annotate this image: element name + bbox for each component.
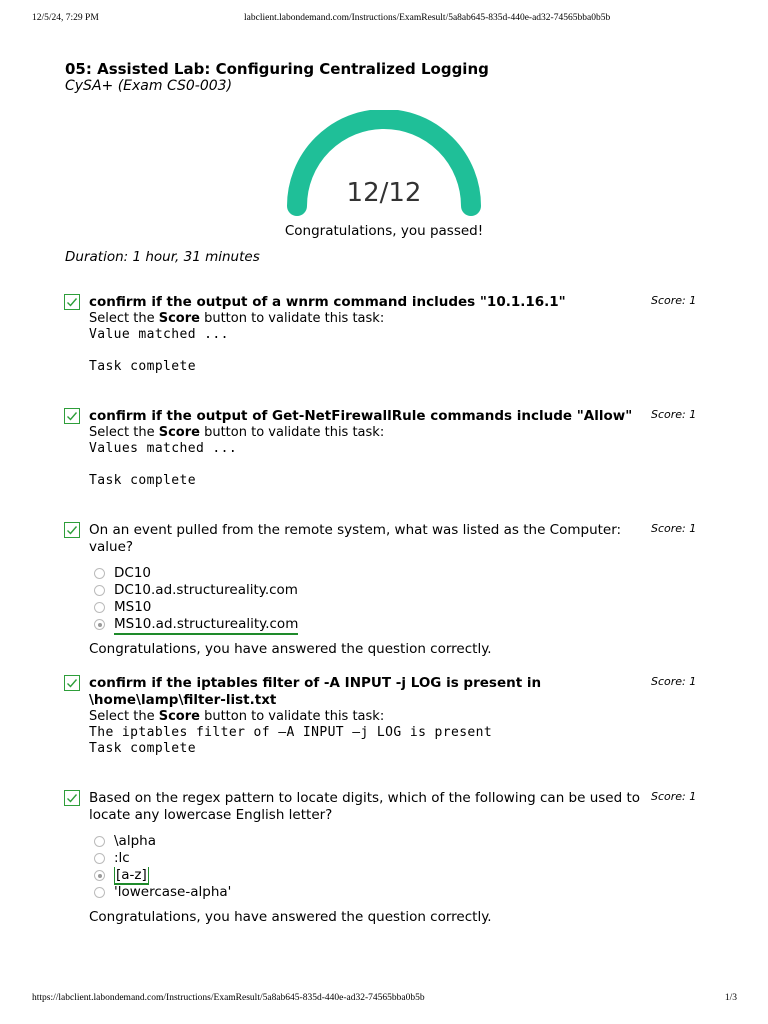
task-output: Task complete — [89, 473, 196, 488]
answer-feedback: Congratulations, you have answered the question correctly. — [89, 641, 492, 657]
task-output: Task complete — [89, 741, 196, 756]
radio-button-selected[interactable] — [94, 870, 105, 881]
answer-option-selected[interactable]: MS10.ad.structureality.com — [89, 616, 644, 633]
page-number: 1/3 — [724, 993, 737, 1003]
task-title-path: \home\lamp\filter-list.txt — [89, 692, 277, 708]
check-icon — [64, 675, 80, 691]
check-icon — [64, 790, 80, 806]
pass-message: Congratulations, you passed! — [284, 223, 484, 239]
task-score: Score: 1 — [651, 294, 697, 307]
task-output: Values matched ... — [89, 441, 238, 456]
print-footer-url: https://labclient.labondemand.com/Instructions/ExamResult/5a8ab645-835d-440e-ad32-74565bba0b5b — [32, 993, 425, 1003]
radio-button[interactable] — [94, 602, 105, 613]
task-output: Value matched ... — [89, 327, 229, 342]
task-title: confirm if the output of a wnrm command includes "10.1.16.1" — [89, 294, 566, 310]
radio-button[interactable] — [94, 836, 105, 847]
print-datetime: 12/5/24, 7:29 PM — [32, 13, 99, 23]
answer-option[interactable]: 'lowercase-alpha' — [89, 884, 644, 901]
check-icon — [64, 294, 80, 310]
task-instruction: Select the Score button to validate this task: — [89, 709, 385, 724]
answer-option[interactable]: \alpha — [89, 833, 644, 850]
check-icon — [64, 408, 80, 424]
task-output: Task complete — [89, 359, 196, 374]
lab-title: 05: Assisted Lab: Configuring Centralized Logging — [65, 60, 489, 78]
task-score: Score: 1 — [651, 675, 697, 688]
question-text: On an event pulled from the remote system, what was listed as the Computer: value? — [89, 522, 622, 555]
task-score: Score: 1 — [651, 408, 697, 421]
radio-button[interactable] — [94, 853, 105, 864]
duration: Duration: 1 hour, 31 minutes — [65, 249, 260, 265]
question-text: Based on the regex pattern to locate digits, which of the following can be used to locate any lowercase English letter? — [89, 790, 641, 823]
task-score: Score: 1 — [651, 522, 697, 535]
task-output: The iptables filter of –A INPUT –j LOG is present — [89, 725, 493, 740]
score-text: 12/12 — [346, 178, 422, 208]
check-icon — [64, 522, 80, 538]
task-title: confirm if the iptables filter of -A INPUT -j LOG is present in — [89, 675, 542, 691]
radio-button-selected[interactable] — [94, 619, 105, 630]
print-url: labclient.labondemand.com/Instructions/ExamResult/5a8ab645-835d-440e-ad32-74565bba0b5b — [244, 13, 611, 23]
answer-option-selected[interactable]: [a-z] — [89, 867, 644, 884]
radio-button[interactable] — [94, 887, 105, 898]
task-instruction: Select the Score button to validate this task: — [89, 311, 385, 326]
task-score: Score: 1 — [651, 790, 697, 803]
answer-feedback: Congratulations, you have answered the question correctly. — [89, 909, 492, 925]
answer-option[interactable]: DC10 — [89, 565, 644, 582]
answer-option[interactable]: :lc — [89, 850, 644, 867]
lab-subtitle: CySA+ (Exam CS0-003) — [65, 78, 233, 94]
answer-option[interactable]: DC10.ad.structureality.com — [89, 582, 644, 599]
task-title: confirm if the output of Get-NetFirewallRule commands include "Allow" — [89, 408, 633, 424]
task-instruction: Select the Score button to validate this task: — [89, 425, 385, 440]
radio-button[interactable] — [94, 568, 105, 579]
radio-button[interactable] — [94, 585, 105, 596]
answer-option[interactable]: MS10 — [89, 599, 644, 616]
answer-options — [89, 833, 644, 901]
answer-options — [89, 565, 644, 633]
